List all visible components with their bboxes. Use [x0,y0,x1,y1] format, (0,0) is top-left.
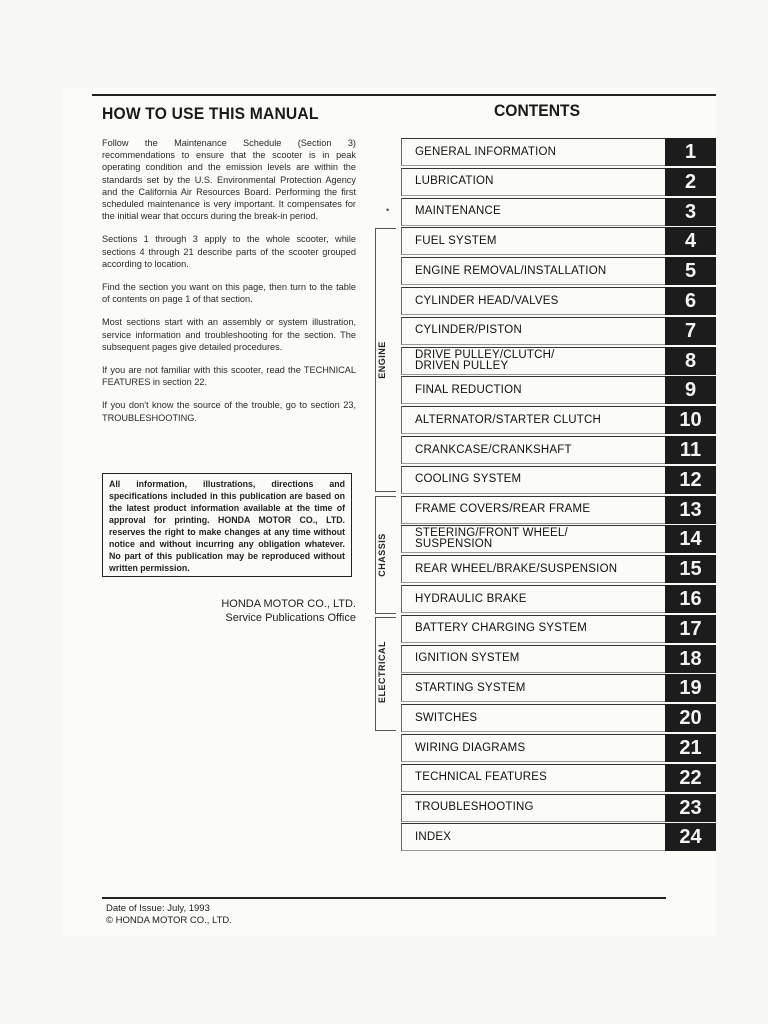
toc-row[interactable] [401,823,716,851]
toc-row[interactable] [401,585,716,613]
toc-row[interactable] [401,347,716,375]
section-number-tab[interactable]: 18 [665,645,716,673]
toc-title: CYLINDER/PISTON [415,324,522,337]
section-number-tab[interactable]: 2 [665,168,716,196]
toc-title: FRAME COVERS/REAR FRAME [415,503,591,516]
toc-row[interactable] [401,406,716,434]
section-number-tab[interactable]: 5 [665,257,716,285]
section-number-tab[interactable]: 6 [665,287,716,315]
section-number-tab[interactable]: 20 [665,704,716,732]
section-number-tab[interactable]: 1 [665,138,716,166]
toc-title: ALTERNATOR/STARTER CLUTCH [415,413,602,426]
paragraph-3: Find the section you want on this page, then turn to the table of contents on page 1 of that section. [102,282,356,305]
toc-row[interactable] [401,615,716,643]
chassis-group-label: CHASSIS [377,533,387,577]
toc-row[interactable] [401,317,716,345]
toc-row[interactable] [401,168,716,196]
section-number-tab[interactable]: 15 [665,555,716,583]
top-rule [92,94,716,96]
mark-dot: • [386,205,390,215]
toc-row[interactable] [401,704,716,732]
toc-row[interactable] [401,257,716,285]
toc-row[interactable] [401,466,716,494]
paragraph-2: Sections 1 through 3 apply to the whole scooter, while sections 4 through 21 describe parts of the scooter grouped according to location. [102,234,356,269]
section-number-tab[interactable]: 14 [665,525,716,553]
toc-title: ENGINE REMOVAL/INSTALLATION [415,264,607,277]
page-title: HOW TO USE THIS MANUAL [102,104,319,123]
toc-row[interactable] [401,287,716,315]
section-number-tab[interactable]: 8 [665,347,716,375]
section-number-tab[interactable]: 24 [665,823,716,851]
toc-row[interactable] [401,555,716,583]
paragraph-6: If you don't know the source of the trouble, go to section 23, TROUBLESHOOTING. [102,400,356,423]
issue-block [106,903,232,927]
section-number-tab[interactable]: 9 [665,376,716,404]
engine-group-label: ENGINE [377,341,387,379]
instructions-column [102,137,356,435]
section-number-tab[interactable]: 23 [665,794,716,822]
issue-date: Date of Issue: July, 1993 [106,903,210,914]
section-number-tab[interactable]: 10 [665,406,716,434]
section-number-tab[interactable]: 16 [665,585,716,613]
section-number-tab[interactable]: 3 [665,198,716,226]
toc-title: HYDRAULIC BRAKE [415,592,527,605]
section-number-tab[interactable]: 7 [665,317,716,345]
toc-row[interactable] [401,734,716,762]
toc-title: CYLINDER HEAD/VALVES [415,294,559,307]
paragraph-4: Most sections start with an assembly or system illustration, service information and troubleshooting for the section. The subsequent pages give detailed procedures. [102,317,356,352]
toc-title: GENERAL INFORMATION [415,145,557,158]
section-number-tab[interactable]: 21 [665,734,716,762]
publisher-name: HONDA MOTOR CO., LTD. [221,598,356,610]
publisher-office: Service Publications Office [225,612,356,624]
section-number-tab[interactable]: 4 [665,227,716,255]
toc-row[interactable] [401,436,716,464]
toc-title: WIRING DIAGRAMS [415,741,526,754]
section-number-tab[interactable]: 19 [665,674,716,702]
toc-title: TECHNICAL FEATURES [415,771,548,784]
electrical-group-label: ELECTRICAL [377,641,387,703]
paragraph-1: Follow the Maintenance Schedule (Section 3) recommendations to ensure that the scooter is in peak operating condition and the emission levels are within the standards set by the U.S. Environmental Protection Agency and the California Air Resources Board. Performing the first scheduled maintenance is very important. It compensates for the initial wear that occurs during the break-in period. [102,138,356,222]
section-number-tab[interactable]: 22 [665,764,716,792]
toc-title: COOLING SYSTEM [415,473,522,486]
section-number-tab[interactable]: 13 [665,496,716,524]
toc-title: FINAL REDUCTION [415,383,522,396]
contents-title: CONTENTS [494,101,581,120]
copyright-notice-box: All information, illustrations, directions and specifications included in this publication are based on the latest product information available at the time of approval for printing. HONDA MOTOR CO., LTD. reserves the right to make changes at any time without notice and without incurring any obligation whatever. No part of this publication may be reproduced without written permission. [102,473,352,577]
toc-title: DRIVE PULLEY/CLUTCH/ DRIVEN PULLEY [415,348,555,372]
toc-row[interactable] [401,376,716,404]
toc-row[interactable] [401,525,716,553]
toc-title: REAR WHEEL/BRAKE/SUSPENSION [415,562,618,575]
section-number-tab[interactable]: 11 [665,436,716,464]
toc-title: IGNITION SYSTEM [415,652,520,665]
toc-title: FUEL SYSTEM [415,234,497,247]
toc-title: MAINTENANCE [415,205,501,218]
paragraph-5: If you are not familiar with this scooter, read the TECHNICAL FEATURES in section 22. [102,365,356,388]
toc-title: BATTERY CHARGING SYSTEM [415,622,588,635]
toc-row[interactable] [401,198,716,226]
bottom-rule [102,897,666,899]
toc-title: SWITCHES [415,711,478,724]
toc-row[interactable] [401,794,716,822]
toc-title: INDEX [415,830,452,843]
toc-title: STEERING/FRONT WHEEL/ SUSPENSION [415,527,568,551]
toc-title: CRANKCASE/CRANKSHAFT [415,443,572,456]
toc-title: LUBRICATION [415,175,494,188]
toc-row[interactable] [401,764,716,792]
section-number-tab[interactable]: 17 [665,615,716,643]
toc-title: STARTING SYSTEM [415,681,526,694]
section-number-tab[interactable]: 12 [665,466,716,494]
toc-row[interactable] [401,674,716,702]
toc-row[interactable] [401,496,716,524]
toc-row[interactable] [401,645,716,673]
toc-row[interactable] [401,227,716,255]
copyright-line: © HONDA MOTOR CO., LTD. [106,915,232,926]
toc-title: TROUBLESHOOTING [415,801,534,814]
toc-row[interactable] [401,138,716,166]
publisher-block [186,597,356,625]
